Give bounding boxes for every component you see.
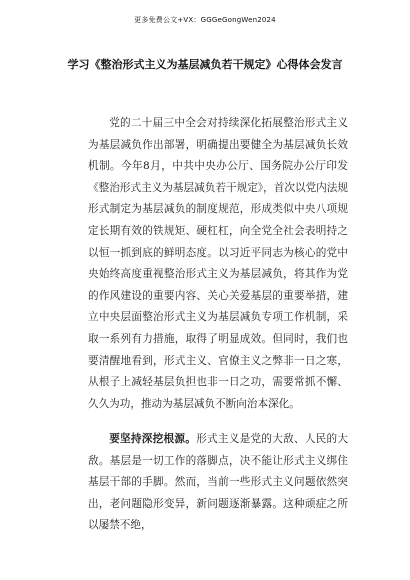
document-title: 学习《整治形式主义为基层减负若干规定》心得体会发言: [67, 58, 343, 71]
paragraph-2-text: 形式主义是党的大敌、人民的大敌。基层是一切工作的落脚点，决不能让形式主义绑住基层干部的手脚。然而，当前一些形式主义问题依然突出，老问题隐形变异，新问题逐渐暴露。这种顽症之所以屡禁不绝，: [88, 433, 349, 532]
paragraph-2-lead: 要坚持深挖根源。: [109, 433, 197, 445]
paragraph-1: 党的二十届三中全会对持续深化拓展整治形式主义为基层减负作出部署，明确提出要健全为基层减负长效机制。今年8月，中共中央办公厅、国务院办公厅印发《整治形式主义为基层减负若干规定》，首次以党内法规形式制定为基层减负的制度规范，形成类似中央八项规定长期有效的铁规矩、硬杠杠，向全党全社会表明持之以恒一抓到底的鲜明态度。以习近平同志为核心的党中央始终高度重视整治形式主义为基层减负，将其作为党的作风建设的重要内容、关心关爱基层的重要举措，建立中央层面整治形式主义为基层减负专项工作机制，采取一系列有力措施，取得了明显成效。但同时，我们也要清醒地看到，形式主义、官僚主义之弊非一日之寒，从根子上减轻基层负担也非一日之功，需要常抓不懈、久久为功，推动为基层减负不断向治本深化。: [88, 117, 348, 410]
header-note: 更多免费公文+VX：GGGeGongWen2024: [134, 16, 276, 24]
paragraph-2: [88, 429, 348, 537]
